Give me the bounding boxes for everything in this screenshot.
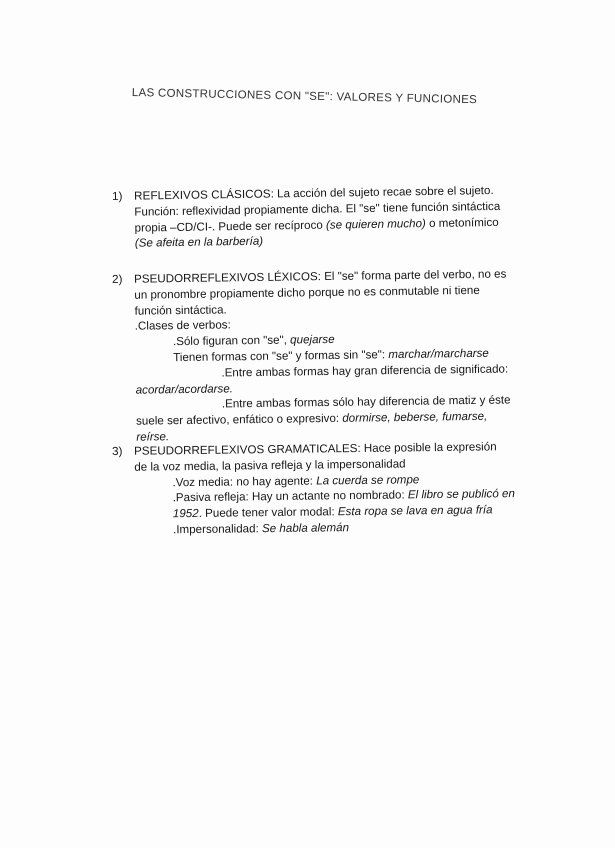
verb-class-2b: .Entre ambas formas sólo hay diferencia de matiz y éste [221, 393, 511, 411]
document-title: LAS CONSTRUCCIONES CON "SE": VALORES Y FUNCIONES [131, 87, 478, 107]
example-reciprocal: (se quieren mucho) [325, 216, 426, 232]
voz-media-text: .Voz media: no hay agente: [172, 474, 317, 489]
section-2-heading: PSEUDORREFLEXIVOS LÉXICOS: El "se" forma parte del verbo, no es [134, 267, 507, 286]
verb-class-1-text: .Sólo figuran con "se", [172, 333, 291, 349]
verb-class-2b-examples: dormirse, beberse, fumarse, [342, 409, 488, 425]
pasiva-refleja-year: 1952 [172, 507, 199, 521]
section-pseudorreflexivos-lexicos [112, 266, 564, 446]
verb-class-2a: .Entre ambas formas hay gran diferencia de significado: [221, 362, 509, 380]
section-pseudorreflexivos-gramaticales [112, 439, 563, 539]
pasiva-refleja-example: El libro se publicó en [407, 487, 515, 502]
valor-modal-example: Esta ropa se lava en agua fría [337, 503, 493, 519]
verb-class-2b-example-end: reírse. [136, 430, 170, 444]
voz-media-example: La cuerda se rompe [316, 472, 420, 488]
verb-class-2-example: marchar/marcharse [388, 346, 489, 362]
section-1-heading: REFLEXIVOS CLÁSICOS [134, 187, 271, 203]
section-reflexivos-clasicos [112, 182, 563, 252]
pasiva-refleja-text: .Pasiva refleja: Hay un actante no nombrado: [172, 488, 408, 505]
section-2-line-3: función sintáctica. [134, 302, 227, 318]
impersonalidad-example: Se habla alemán [261, 521, 350, 536]
section-1-line-3-text: propia –CD/CI-. Puede ser recíproco [134, 218, 327, 235]
section-1-number: 1) [112, 189, 123, 203]
section-1-line-3-end: o metonímico [425, 215, 499, 230]
section-1-line-2: Función: reflexividad propiamente dicha. El "se" tiene función sintáctica [134, 199, 501, 219]
verb-class-2-text: Tienen formas con "se" y formas sin "se": [173, 348, 389, 365]
valor-modal-text: . Puede tener valor modal: [198, 505, 338, 521]
verb-class-2b-text: suele ser afectivo, enfático o expresivo: [135, 411, 343, 428]
section-3-number: 3) [112, 444, 123, 458]
example-metonymic: (Se afeita en la barbería) [134, 235, 264, 251]
section-3-heading: PSEUDORREFLEXIVOS GRAMATICALES: Hace posible la expresión [134, 440, 497, 458]
section-1-intro: : La acción del sujeto recae sobre el sujeto. [270, 184, 494, 201]
verb-class-2a-example: acordar/acordarse. [135, 381, 234, 397]
section-2-number: 2) [112, 272, 123, 286]
section-2-line-2: un pronombre propiamente dicho porque no es conmutable ni tiene [134, 283, 480, 302]
section-3-line-2: de la voz media, la pasiva refleja y la impersonalidad [134, 457, 406, 474]
verb-classes-label: .Clases de verbos: [134, 318, 231, 334]
impersonalidad-text: .Impersonalidad: [172, 522, 263, 537]
verb-class-1-example: quejarse [290, 333, 335, 347]
